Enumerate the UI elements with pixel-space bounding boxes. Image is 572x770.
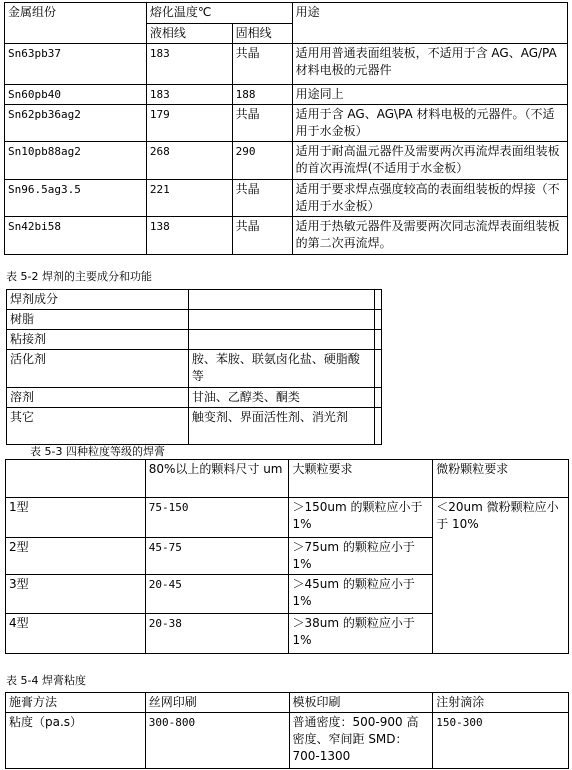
table-row: 树脂 [7, 310, 382, 330]
caption-table-5-3: 表 5-3 四种粒度等级的焊膏 [30, 445, 165, 458]
header-use: 用途 [292, 3, 567, 44]
table-row: 焊剂成分 [7, 290, 382, 310]
table-row: Sn42bi58 138 共晶 适用于热敏元器件及需要两次同志流焊表面组装板的第二次再流焊。 [5, 217, 568, 255]
header-screen-printing: 丝网印刷 [145, 693, 289, 713]
table-row: Sn62pb36ag2 179 共晶 适用于含 AG、AG\PA 材料电极的元器件。（不适用于水金板） [5, 105, 568, 142]
caption-table-5-4: 表 5-4 焊膏粘度 [6, 674, 86, 687]
header-composition: 金属组份 [5, 3, 147, 44]
table-row: Sn60pb40 183 188 用途同上 [5, 85, 568, 105]
table-row: Sn63pb37 183 共晶 适用用普通表面组装板，不适用于含 AG、AG/PA 材料电极的元器件 [5, 44, 568, 85]
header-melting-temp: 熔化温度℃ [146, 3, 292, 24]
table-row: Sn10pb88ag2 268 290 适用于耐高温元器件及需要两次再流焊表面组装板的首次再流焊(不适用于水金板） [5, 142, 568, 180]
table-row: 2型 45-75 ＞75um 的颗粒应小于 1% [6, 538, 569, 575]
header-dispensing: 注射滴涂 [433, 693, 569, 713]
caption-table-5-2: 表 5-2 焊剂的主要成分和功能 [6, 270, 152, 283]
header-liquidus: 液相线 [146, 24, 232, 44]
table-row: 3型 20-45 ＞45um 的颗粒应小于 1% [6, 575, 569, 614]
flux-table [6, 289, 382, 445]
table-row: 粘接剂 [7, 330, 382, 350]
header-large-particle: 大颗粒要求 [289, 460, 433, 498]
header-fine-particle: 微粉颗粒要求 [433, 460, 569, 498]
header-particle-size: 80%以上的颗料尺寸 um [145, 460, 289, 498]
alloy-table [4, 2, 568, 255]
table-row: 粘度（pa.s） 300-800 普通密度：500-900 高密度、窄间距 SMD：700-1300 150-300 [6, 713, 569, 769]
header-stencil-printing: 模板印刷 [289, 693, 433, 713]
fine-particle-value: ＜20um 微粉颗粒应小于 10% [433, 498, 569, 654]
table-row: 活化剂 胺、苯胺、联氨卤化盐、硬脂酸等 [7, 350, 382, 388]
table-row: 4型 20-38 ＞38um 的颗粒应小于 1% [6, 614, 569, 654]
header-solidus: 固相线 [232, 24, 292, 44]
header-method: 施膏方法 [6, 693, 146, 713]
table-row: Sn96.5ag3.5 221 共晶 适用于要求焊点强度较高的表面组装板的焊接（不适用于水金板） [5, 180, 568, 217]
table-row: 其它 触变剂、界面活性剂、消光剂 [7, 408, 382, 445]
solder-paste-grade-table [5, 459, 569, 654]
table-row: 溶剂 甘油、乙醇类、酮类 [7, 388, 382, 408]
viscosity-table [5, 692, 569, 769]
table-row: 1型 75-150 ＞150um 的颗粒应小于 1% ＜20um 微粉颗粒应小于 10% [6, 498, 569, 538]
